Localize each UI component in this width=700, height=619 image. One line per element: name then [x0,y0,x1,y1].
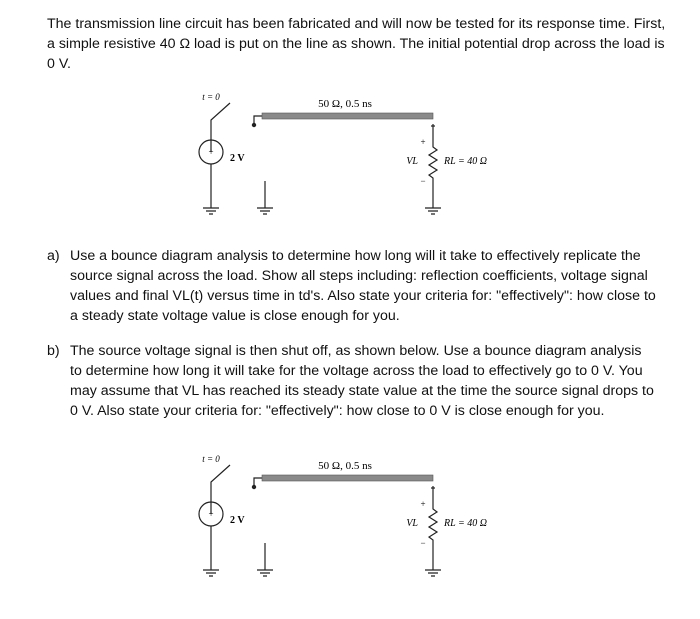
rl-label: RL = 40 Ω [444,518,487,529]
switch-label: t = 0 [202,92,220,102]
ground-symbol-mid [257,208,273,214]
load-resistor [429,486,437,570]
question-b-label: b) [47,343,60,359]
rl-label: RL = 40 Ω [444,156,487,167]
transmission-line [262,475,433,481]
question-a-text: Use a bounce diagram analysis to determine how long will it take to effectively replicate the source signal across the load. Show all steps including: reflection coefficients, voltage signal values and final VL(t) versus time in td's. Also state your criteria for: "effectively": how close to a steady state voltage value is close enough for you. [70,248,656,324]
vl-plus: + [420,499,426,509]
question-b [47,341,657,421]
switch-label: t = 0 [202,454,220,464]
line-label: 50 Ω, 0.5 ns [318,98,372,110]
ground-symbol-right [425,570,441,576]
load-resistor [429,124,437,208]
ground-symbol-right [425,208,441,214]
source-plus: + [208,147,214,157]
switch-contact [254,478,262,486]
vl-minus: − [420,538,426,548]
ground-symbol-mid [257,570,273,576]
circuit-diagram-2 [190,452,487,582]
switch-contact [254,116,262,124]
ground-symbol-left [203,208,219,214]
source-label: 2 V [230,153,245,164]
source-plus: + [208,509,214,519]
vl-label: VL [406,518,418,529]
ground-symbol-left [203,570,219,576]
question-a-label: a) [47,248,60,264]
intro-paragraph: The transmission line circuit has been fabricated and will now be tested for its response time. First, a simple resistive 40 Ω load is put on the line as shown. The initial potential drop across the load is 0 V. [47,16,666,72]
source-label: 2 V [230,515,245,526]
vl-minus: − [420,176,426,186]
line-label: 50 Ω, 0.5 ns [318,460,372,472]
circuit-diagram-1 [190,90,487,220]
question-a [47,246,657,326]
question-b-text: The source voltage signal is then shut off, as shown below. Use a bounce diagram analysis to determine how long it will take for the voltage across the load to effectively go to 0 V. You may assume that VL has reached its steady state value at the time the source signal drops to 0 V. Also state your criteria for: "effectively": how close to 0 V is close enough for you. [70,343,654,419]
vl-plus: + [420,137,426,147]
vl-label: VL [406,156,418,167]
transmission-line [262,113,433,119]
